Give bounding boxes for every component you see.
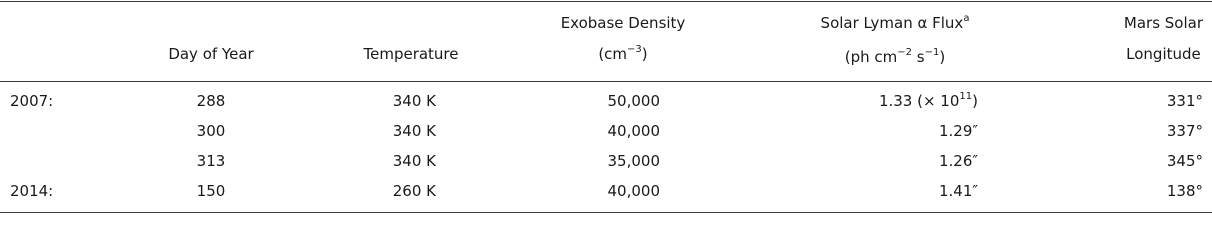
header-solar-lyman-flux-line1: Solar Lyman α Flux$^a$ — [820, 13, 970, 32]
density-cell: 40,000 — [607, 122, 660, 140]
header-solar-lyman-flux-line2: (ph $cm^{-2}$ $s^{-1}$) — [844, 47, 946, 66]
flux-cell: 1.26″ — [938, 152, 978, 170]
table-row — [0, 91, 1212, 117]
header-mars-solar-longitude-line2: Longitude — [1126, 45, 1201, 63]
table-row — [0, 121, 1212, 147]
header-temperature: Temperature — [363, 45, 459, 63]
header-exobase-density-line2: $(cm^{-3})$ — [598, 44, 648, 63]
temperature-cell: 340 K — [392, 152, 436, 170]
temperature-cell: 340 K — [392, 92, 436, 110]
temperature-cell: 340 K — [392, 122, 436, 140]
temperature-cell: 260 K — [392, 182, 436, 200]
density-cell: 35,000 — [607, 152, 660, 170]
longitude-cell: 331° — [1166, 92, 1203, 110]
header-rule — [0, 81, 1212, 82]
day-cell: 313 — [196, 152, 226, 170]
density-cell: 50,000 — [607, 92, 660, 110]
header-exobase-density — [561, 13, 686, 67]
header-day-of-year: Day of Year — [168, 45, 254, 63]
bottom-rule — [0, 212, 1212, 213]
header-exobase-density-line1: Exobase Density — [560, 14, 686, 32]
density-cell: 40,000 — [607, 182, 660, 200]
table-row — [0, 181, 1212, 207]
header-mars-solar-longitude-line1: Mars Solar — [1123, 14, 1203, 32]
table-row — [0, 151, 1212, 177]
header-solar-lyman-flux — [821, 13, 970, 70]
flux-cell: 1.41″ — [938, 182, 978, 200]
header-mars-solar-longitude — [1124, 13, 1203, 64]
day-cell: 300 — [196, 122, 226, 140]
longitude-cell: 138° — [1166, 182, 1203, 200]
longitude-cell: 337° — [1166, 122, 1203, 140]
day-cell: 288 — [196, 92, 226, 110]
flux-cell: 1.33 (× $10^{11}$) — [878, 91, 978, 110]
year-cell: 2007: — [10, 92, 54, 110]
year-cell: 2014: — [10, 182, 54, 200]
flux-cell: 1.29″ — [938, 122, 978, 140]
longitude-cell: 345° — [1166, 152, 1203, 170]
top-rule — [0, 1, 1212, 2]
day-cell: 150 — [196, 182, 226, 200]
